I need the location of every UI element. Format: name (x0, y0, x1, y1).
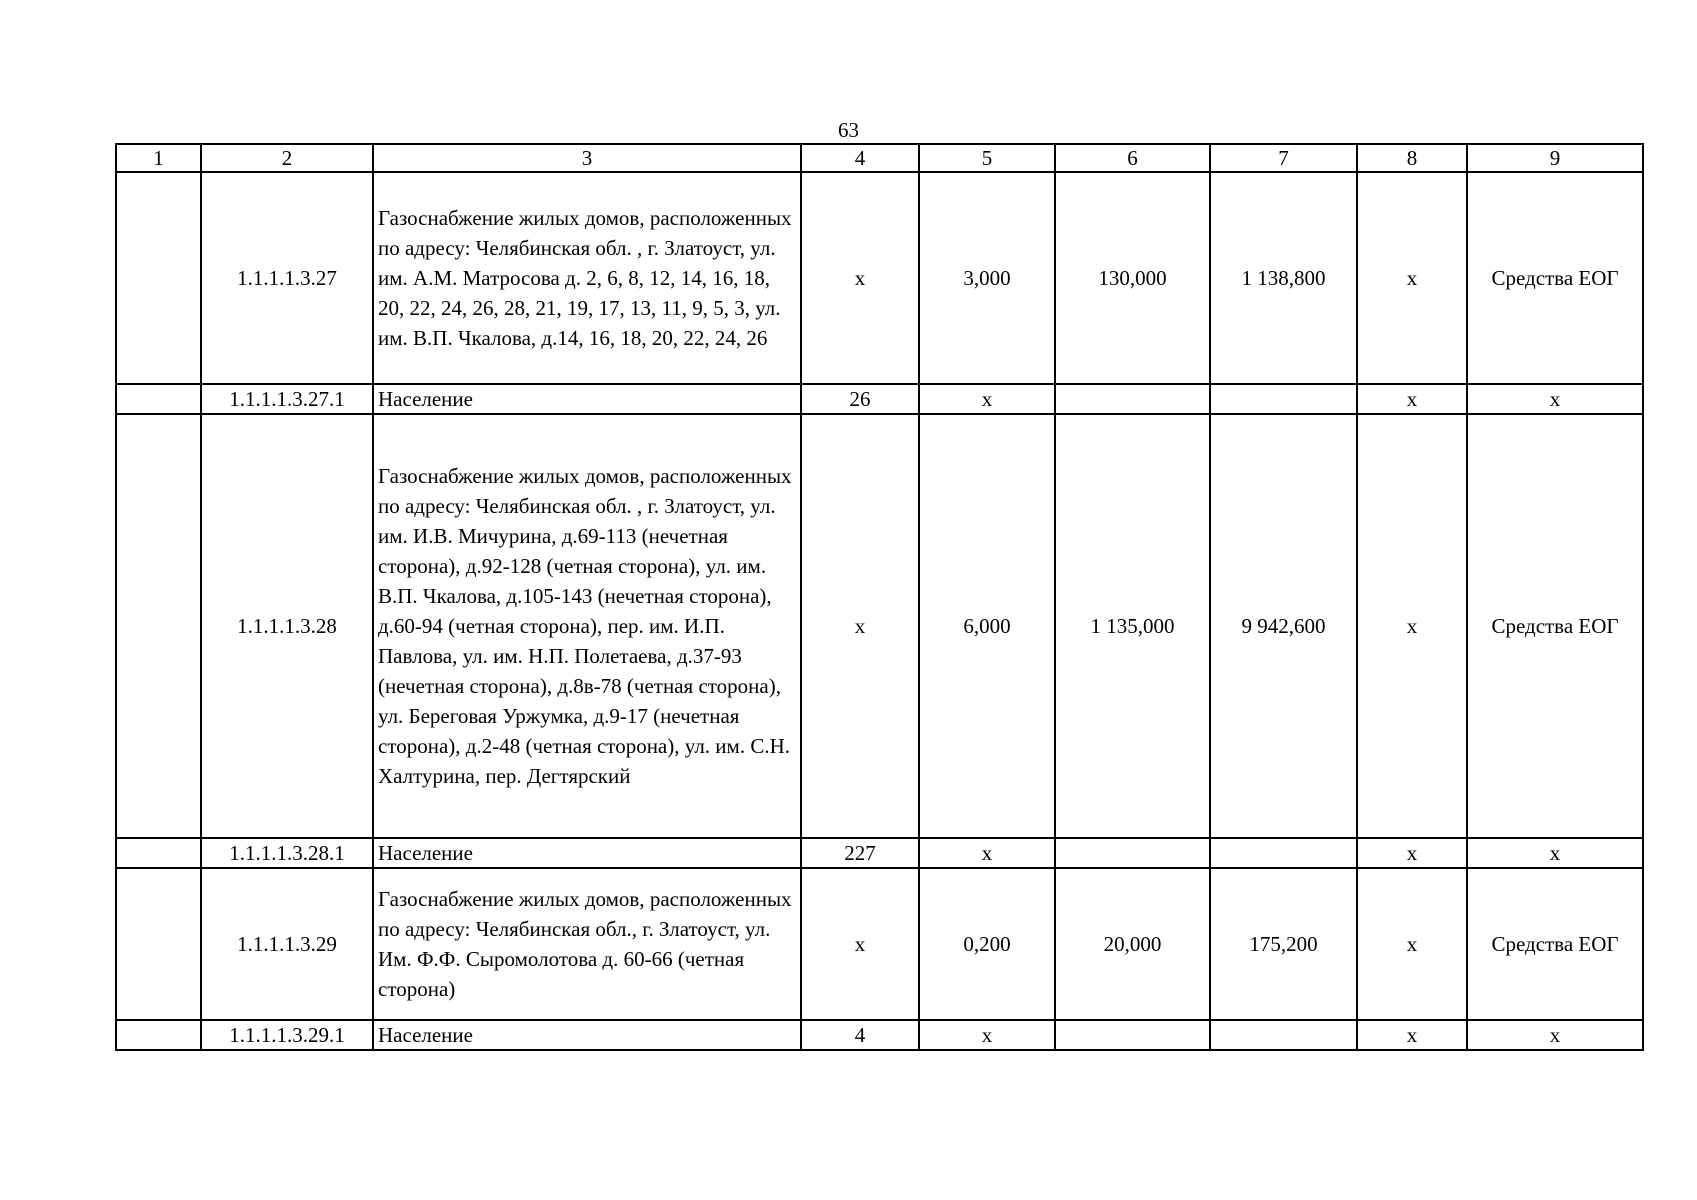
column-header: 6 (1055, 144, 1210, 172)
table-cell: x (1357, 868, 1467, 1020)
table-cell: 227 (801, 838, 919, 868)
table-cell (116, 1020, 201, 1050)
table-cell-code: 1.1.1.1.3.29.1 (201, 1020, 373, 1050)
data-table (115, 143, 1644, 1051)
table-cell (1055, 384, 1210, 414)
table-cell: 130,000 (1055, 172, 1210, 384)
table-cell: x (1467, 838, 1643, 868)
table-cell: x (1467, 384, 1643, 414)
table-cell: x (919, 838, 1055, 868)
table-cell: x (1467, 1020, 1643, 1050)
table-cell (1055, 1020, 1210, 1050)
column-header: 1 (116, 144, 201, 172)
table-cell: x (1357, 1020, 1467, 1050)
table-cell: x (801, 172, 919, 384)
table-cell: 0,200 (919, 868, 1055, 1020)
table-cell-source: Средства ЕОГ (1467, 868, 1643, 1020)
table-row (116, 1020, 1643, 1050)
table-cell: 6,000 (919, 414, 1055, 838)
table-cell (1210, 384, 1357, 414)
table-row (116, 172, 1643, 384)
column-header: 3 (373, 144, 801, 172)
table-cell: 1 138,800 (1210, 172, 1357, 384)
table-cell: x (801, 868, 919, 1020)
table-cell: x (1357, 384, 1467, 414)
table-row (116, 838, 1643, 868)
table-row (116, 384, 1643, 414)
table-cell: x (919, 384, 1055, 414)
table-cell (1210, 838, 1357, 868)
table-cell: x (1357, 414, 1467, 838)
table-row (116, 868, 1643, 1020)
table-cell (116, 868, 201, 1020)
column-header: 2 (201, 144, 373, 172)
table-cell (116, 172, 201, 384)
table-cell-description: Население (373, 838, 801, 868)
table-cell-code: 1.1.1.1.3.29 (201, 868, 373, 1020)
column-header: 5 (919, 144, 1055, 172)
table-cell-description: Население (373, 1020, 801, 1050)
column-header: 4 (801, 144, 919, 172)
table-cell-description: Население (373, 384, 801, 414)
table-cell: 9 942,600 (1210, 414, 1357, 838)
table-cell (116, 838, 201, 868)
table-cell-code: 1.1.1.1.3.27 (201, 172, 373, 384)
table-cell: 175,200 (1210, 868, 1357, 1020)
table-cell-code: 1.1.1.1.3.27.1 (201, 384, 373, 414)
table-cell-code: 1.1.1.1.3.28 (201, 414, 373, 838)
table-cell-code: 1.1.1.1.3.28.1 (201, 838, 373, 868)
table-cell: x (919, 1020, 1055, 1050)
table-cell: 1 135,000 (1055, 414, 1210, 838)
table-cell-description: Газоснабжение жилых домов, расположенных по адресу: Челябинская обл. , г. Златоуст, ул. им. И.В. Мичурина, д.69-113 (нечетная сторона), д.92-128 (четная сторона), ул. им. В.П. Чкалова, д.105-143 (нечетная сторона), д.60-94 (четная сторона), пер. им. И.П. Павлова, ул. им. Н.П. Полетаева, д.37-93 (нечетная сторона), д.8в-78 (четная сторона), ул. Береговая Уржумка, д.9-17 (нечетная сторона), д.2-48 (четная сторона), ул. им. С.Н. Халтурина, пер. Дегтярский (373, 414, 801, 838)
table-cell: 3,000 (919, 172, 1055, 384)
table-cell-source: Средства ЕОГ (1467, 414, 1643, 838)
table-cell (116, 384, 201, 414)
table-cell-description: Газоснабжение жилых домов, расположенных по адресу: Челябинская обл. , г. Златоуст, ул. им. А.М. Матросова д. 2, 6, 8, 12, 14, 16, 18, 20, 22, 24, 26, 28, 21, 19, 17, 13, 11, 9, 5, 3, ул. им. В.П. Чкалова, д.14, 16, 18, 20, 22, 24, 26 (373, 172, 801, 384)
table-cell (1055, 838, 1210, 868)
table-cell: x (1357, 172, 1467, 384)
table-cell (116, 414, 201, 838)
column-header: 7 (1210, 144, 1357, 172)
table-cell: 26 (801, 384, 919, 414)
table-cell-source: Средства ЕОГ (1467, 172, 1643, 384)
column-header: 9 (1467, 144, 1643, 172)
table-row (116, 414, 1643, 838)
table-cell: 4 (801, 1020, 919, 1050)
table-header-row (116, 144, 1643, 172)
table-cell: x (801, 414, 919, 838)
page-number: 63 (838, 118, 859, 142)
table-cell-description: Газоснабжение жилых домов, расположенных по адресу: Челябинская обл., г. Златоуст, ул. Им. Ф.Ф. Сыромолотова д. 60-66 (четная сторона) (373, 868, 801, 1020)
column-header: 8 (1357, 144, 1467, 172)
table-cell: x (1357, 838, 1467, 868)
table-cell: 20,000 (1055, 868, 1210, 1020)
table-cell (1210, 1020, 1357, 1050)
